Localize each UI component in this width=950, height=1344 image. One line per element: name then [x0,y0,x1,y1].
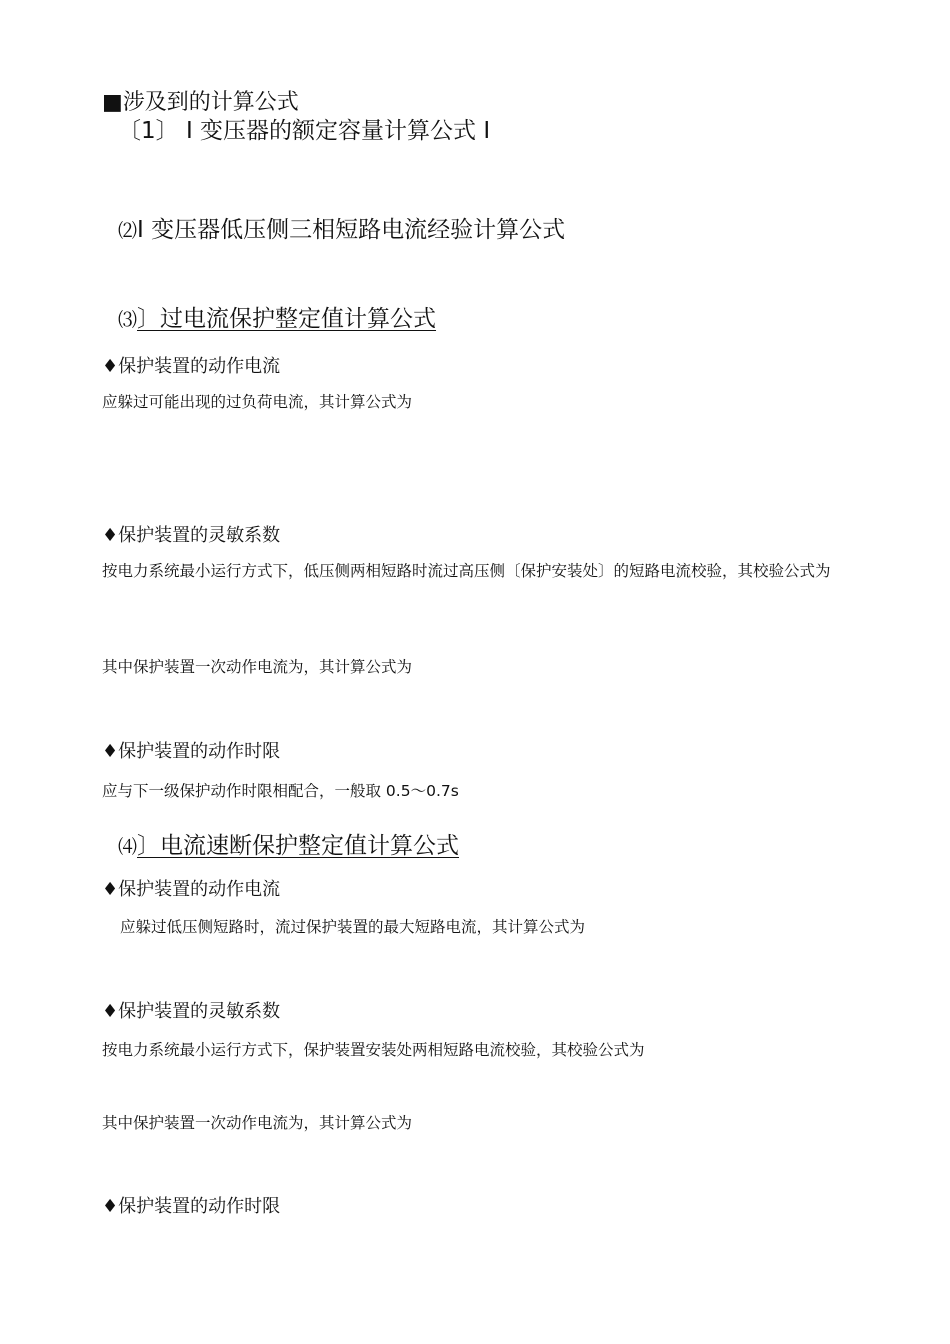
s4-para-action-current: 应躲过低压侧短路时，流过保护装置的最大短路电流，其计算公式为 [120,918,586,936]
s4-bullet-sensitivity: ♦保护装置的灵敏系数 [102,1001,281,1022]
heading-3-bracket: 〕 [137,306,161,332]
s3-para-action-current: 应躲过可能出现的过负荷电流，其计算公式为 [102,393,413,411]
s3-para-primary-current: 其中保护装置一次动作电流为，其计算公式为 [102,658,413,676]
s4-bullet-action-current: ♦保护装置的动作电流 [102,879,281,900]
heading-1-number: 〔1〕 [118,118,179,144]
heading-1-text: I 变压器的额定容量计算公式 I [185,118,491,144]
s4-para-sensitivity: 按电力系统最小运行方式下，保护装置安装处两相短路电流校验，其校验公式为 [102,1041,645,1059]
heading-3-text: 过电流保护整定值计算公式 [160,306,437,332]
heading-3 [118,306,436,334]
s4-bullet-time-limit: ♦保护装置的动作时限 [102,1196,281,1217]
s3-bullet-sensitivity: ♦保护装置的灵敏系数 [102,525,281,546]
s3-para-sensitivity: 按电力系统最小运行方式下，低压侧两相短路时流过高压侧〔保护安装处〕的短路电流校验，其校验公式为 [102,562,831,580]
heading-4-text: 电流速断保护整定值计算公式 [160,833,460,859]
heading-4-bracket: 〕 [137,833,161,859]
heading-3-number: ⑶ [118,309,138,331]
s3-para-time-limit: 应与下一级保护动作时限相配合，一般取 0.5～0.7s [102,782,459,800]
s3-bullet-time-limit: ♦保护装置的动作时限 [102,741,281,762]
s3-bullet-action-current: ♦保护装置的动作电流 [102,356,281,377]
heading-1 [118,118,490,146]
s4-para-primary-current: 其中保护装置一次动作电流为，其计算公式为 [102,1114,413,1132]
heading-4-number: ⑷ [118,836,138,858]
heading-4 [118,833,459,861]
section-title: ■涉及到的计算公式 [102,90,299,115]
heading-2-number: ⑵ [118,220,138,242]
heading-2 [118,217,565,245]
heading-2-text: I 变压器低压侧三相短路电流经验计算公式 [137,217,566,243]
